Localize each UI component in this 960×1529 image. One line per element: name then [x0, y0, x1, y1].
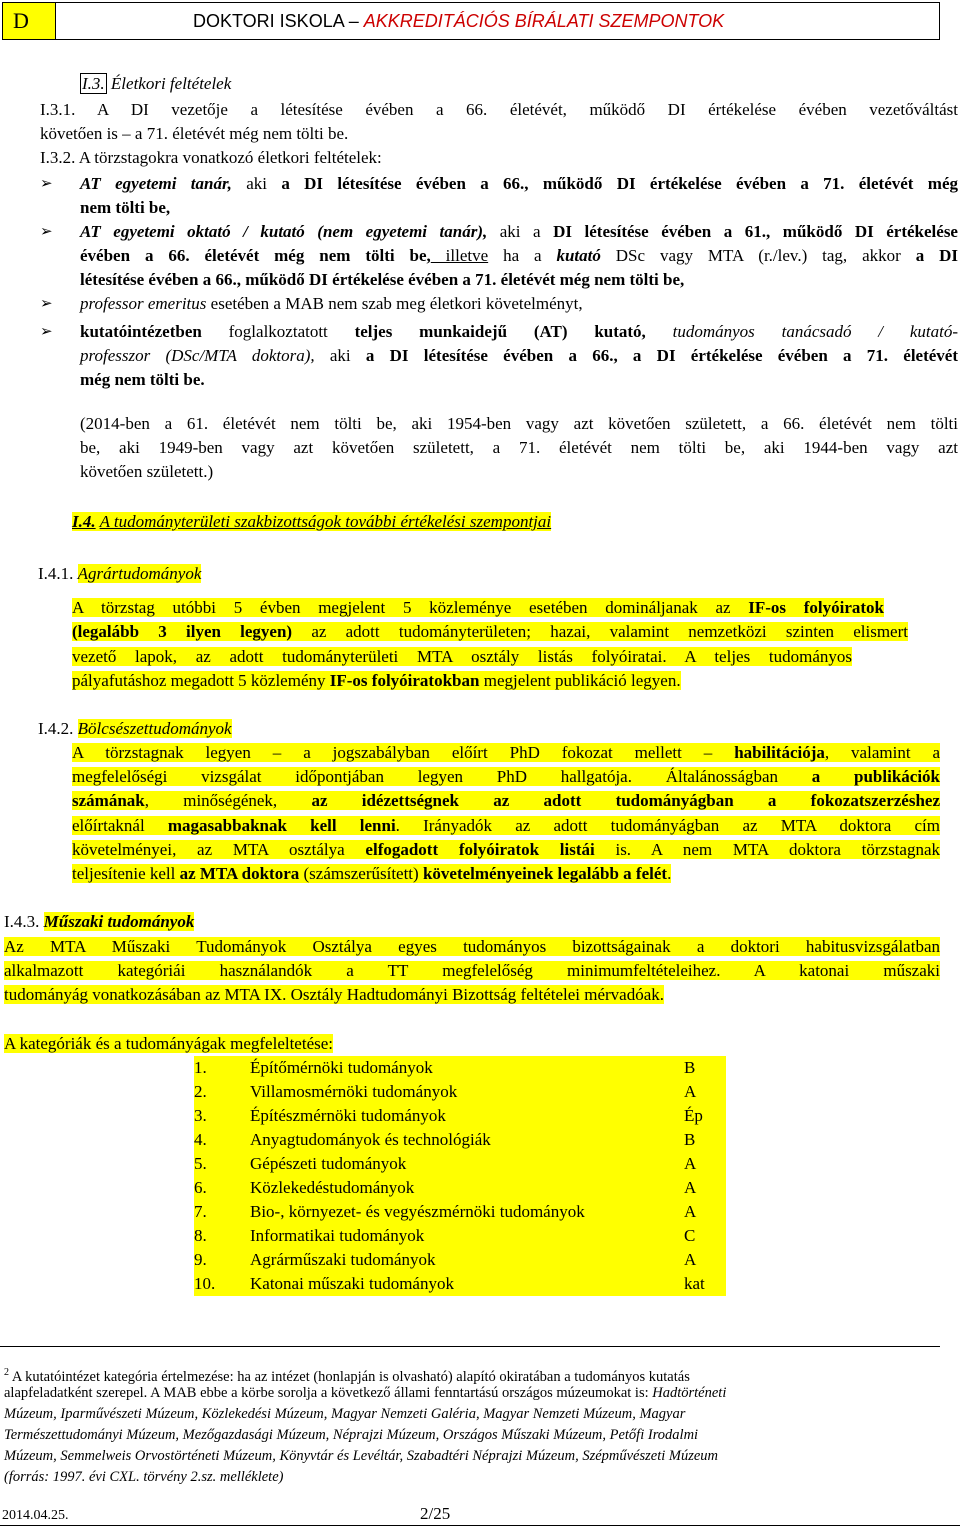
i42-line3: számának, minőségének, az idézettségnek az adott tudományágban a fokozatszerzéshez: [72, 791, 940, 810]
category-number: 9.: [194, 1248, 250, 1272]
footnote-line5: Múzeum, Semmelweis Orvostörténeti Múzeum, Könyvtár és Levéltár, Szabadtéri Néprajzi Múzeum, Szépművészeti Múzeum: [4, 1448, 719, 1464]
category-code: B: [684, 1056, 726, 1080]
i41-line1: A törzstag utóbbi 5 évben megjelent 5 közleménye esetében domináljanak az IF-os folyóiratok: [72, 598, 884, 617]
bullet2-line1: AT egyetemi oktató / kutató (nem egyetemi tanár), aki a DI létesítése évében a 61., működő DI értékelése: [80, 222, 958, 241]
age-note-line1: (2014-ben a 61. életévét nem tölti be, aki 1954-ben vagy azt követően született, a 66. életévét nem tölti: [80, 414, 958, 433]
i31-line2: követően is – a 71. életévét még nem tölti be.: [40, 124, 349, 143]
category-intro: A kategóriák és a tudományágak megfeleltetése:: [4, 1034, 334, 1053]
header-letter: D: [3, 3, 56, 39]
bullet4-line2: professzor (DSc/MTA doktora), aki a DI létesítése évében a 66., a DI értékelése évében a 71. életévét: [80, 346, 958, 365]
category-name: Agrárműszaki tudományok: [250, 1248, 684, 1272]
bullet2-line2: évében a 66. életévét még nem tölti be, illetve ha a kutató DSc vagy MTA (r./lev.) tag, akkor a DI: [80, 246, 958, 265]
i42-line5: követelményei, az MTA osztálya elfogadott folyóiratok listái is. A nem MTA doktora törzstagnak: [72, 840, 941, 859]
category-row: [194, 1080, 726, 1104]
footer-date: 2014.04.25.: [2, 1508, 69, 1523]
i42-heading: I.4.2. Bölcsészettudományok: [38, 719, 232, 738]
category-number: 4.: [194, 1128, 250, 1152]
category-row: [194, 1272, 726, 1296]
section-i3-heading: I.3. Életkori feltételek: [82, 74, 232, 93]
i41-line2: (legalább 3 ilyen legyen) az adott tudományterületen; hazai, valamint nemzetközi szinten elismert: [72, 622, 908, 641]
bullet1-line2: nem tölti be,: [80, 198, 171, 217]
footer-rule: [0, 1525, 960, 1526]
footnote-line3: Múzeum, Iparművészeti Múzeum, Közlekedési Múzeum, Magyar Nemzeti Galéria, Magyar Nemzeti Múzeum, Magyar: [4, 1406, 686, 1422]
category-number: 6.: [194, 1176, 250, 1200]
footnote-rule: [0, 1346, 285, 1347]
i43-heading: I.4.3. Műszaki tudományok: [4, 912, 195, 931]
category-number: 10.: [194, 1272, 250, 1296]
footnote-rule-extension: [285, 1346, 940, 1347]
header-title: DOKTORI ISKOLA – AKKREDITÁCIÓS BÍRÁLATI SZEMPONTOK: [193, 11, 725, 31]
i41-line4: pályafutáshoz megadott 5 közlemény IF-os folyóiratokban megjelent publikáció legyen.: [72, 671, 681, 690]
category-name: Közlekedéstudományok: [250, 1176, 684, 1200]
bullet-arrow-icon: ➢: [40, 224, 53, 240]
category-number: 2.: [194, 1080, 250, 1104]
i43-line1: Az MTA Műszaki Tudományok Osztálya egyes tudományos bizottságainak a doktori habitusvizsgálatban: [4, 937, 940, 956]
category-number: 5.: [194, 1152, 250, 1176]
category-code: A: [684, 1080, 726, 1104]
bullet4-line3: még nem tölti be.: [80, 370, 205, 389]
category-row: [194, 1176, 726, 1200]
category-code: A: [684, 1200, 726, 1224]
category-row: [194, 1152, 726, 1176]
bullet4-line1: kutatóintézetben foglalkoztatott teljes munkaidejű (AT) kutató, tudományos tanácsadó / kutató-: [80, 322, 958, 341]
i42-line4: előírtaknál magasabbaknak kell lenni. Irányadók az adott tudományágban az MTA doktora cím: [72, 816, 940, 835]
page-header: [2, 2, 940, 40]
category-number: 8.: [194, 1224, 250, 1248]
category-row: [194, 1200, 726, 1224]
category-code: A: [684, 1152, 726, 1176]
i32-line: I.3.2. A törzstagokra vonatkozó életkori feltételek:: [40, 148, 382, 167]
category-name: Informatikai tudományok: [250, 1224, 684, 1248]
section-i4-heading: I.4. A tudományterületi szakbizottságok további értékelési szempontjai: [72, 512, 552, 531]
category-row: [194, 1224, 726, 1248]
footnote-line2: alapfeladatként szerepel. A MAB ebbe a körbe sorolja a következő állami fenntartású országos múzeumokat is: Hadtörténeti: [4, 1385, 727, 1401]
bullet2-line3: létesítése évében a 66., működő DI értékelése évében a 71. életévét még nem tölti be,: [80, 270, 685, 289]
page-number: 2/25: [420, 1504, 451, 1523]
category-code: A: [684, 1248, 726, 1272]
bullet-arrow-icon: ➢: [40, 176, 53, 192]
footnote-line4: Természettudományi Múzeum, Mezőgazdasági Múzeum, Néprajzi Múzeum, Országos Műszaki Múzeum, Petőfi Irodalmi: [4, 1427, 699, 1443]
category-code: C: [684, 1224, 726, 1248]
i43-line2: alkalmazott kategóriái használandók a TT megfelelőség minimumfeltételeihez. A katonai műszaki: [4, 961, 940, 980]
i41-heading: I.4.1. Agrártudományok: [38, 564, 202, 583]
i41-line3: vezető lapok, az adott tudományterületi MTA osztály listás folyóiratai. A teljes tudományos: [72, 647, 852, 666]
age-note-line3: követően született.): [80, 462, 214, 481]
i31-line1: I.3.1. A DI vezetője a létesítése évében a 66. életévét, működő DI értékelése évében vezetőváltást: [40, 100, 958, 119]
bullet-arrow-icon: ➢: [40, 324, 53, 340]
i42-line1: A törzstagnak legyen – a jogszabályban előírt PhD fokozat mellett – habilitációja, valamint a: [72, 743, 941, 762]
category-row: [194, 1104, 726, 1128]
i42-line2: megfelelőségi vizsgálat időpontjában legyen PhD hallgatója. Általánosságban a publikációk: [72, 767, 940, 786]
category-name: Gépészeti tudományok: [250, 1152, 684, 1176]
category-row: [194, 1128, 726, 1152]
category-number: 3.: [194, 1104, 250, 1128]
footnote-line6: (forrás: 1997. évi CXL. törvény 2.sz. melléklete): [4, 1469, 284, 1485]
category-number: 1.: [194, 1056, 250, 1080]
category-code: Ép: [684, 1104, 726, 1128]
category-number: 7.: [194, 1200, 250, 1224]
bullet3-line: professor emeritus esetében a MAB nem szab meg életkori követelményt,: [80, 294, 583, 313]
category-name: Bio-, környezet- és vegyészmérnöki tudományok: [250, 1200, 684, 1224]
age-note-line2: be, aki 1949-ben vagy azt követően született, a 71. életévét nem tölti be, aki 1944-ben vagy azt: [80, 438, 958, 457]
category-name: Építőmérnöki tudományok: [250, 1056, 684, 1080]
category-code: B: [684, 1128, 726, 1152]
i43-line3: tudományág vonatkozásában az MTA IX. Osztály Hadtudományi Bizottság feltételei mérvadóak.: [4, 985, 665, 1004]
category-code: A: [684, 1176, 726, 1200]
bullet1-line1: AT egyetemi tanár, aki a DI létesítése évében a 66., működő DI értékelése évében a 71. életévét még: [80, 174, 958, 193]
footnote-line1: $^2$ A kutatóintézet kategória értelmezése: ha az intézet (honlapján is olvasható) alapító okiratában a tudományos kutatás: [4, 1367, 690, 1385]
category-code: kat: [684, 1272, 726, 1296]
category-name: Anyagtudományok és technológiák: [250, 1128, 684, 1152]
category-row: [194, 1056, 726, 1080]
category-table: [194, 1056, 726, 1296]
bullet-arrow-icon: ➢: [40, 296, 53, 312]
i42-line6: teljesítenie kell az MTA doktora (számszerűsített) követelményeinek legalább a felét.: [72, 864, 672, 883]
category-name: Építészmérnöki tudományok: [250, 1104, 684, 1128]
category-name: Villamosmérnöki tudományok: [250, 1080, 684, 1104]
category-row: [194, 1248, 726, 1272]
category-name: Katonai műszaki tudományok: [250, 1272, 684, 1296]
